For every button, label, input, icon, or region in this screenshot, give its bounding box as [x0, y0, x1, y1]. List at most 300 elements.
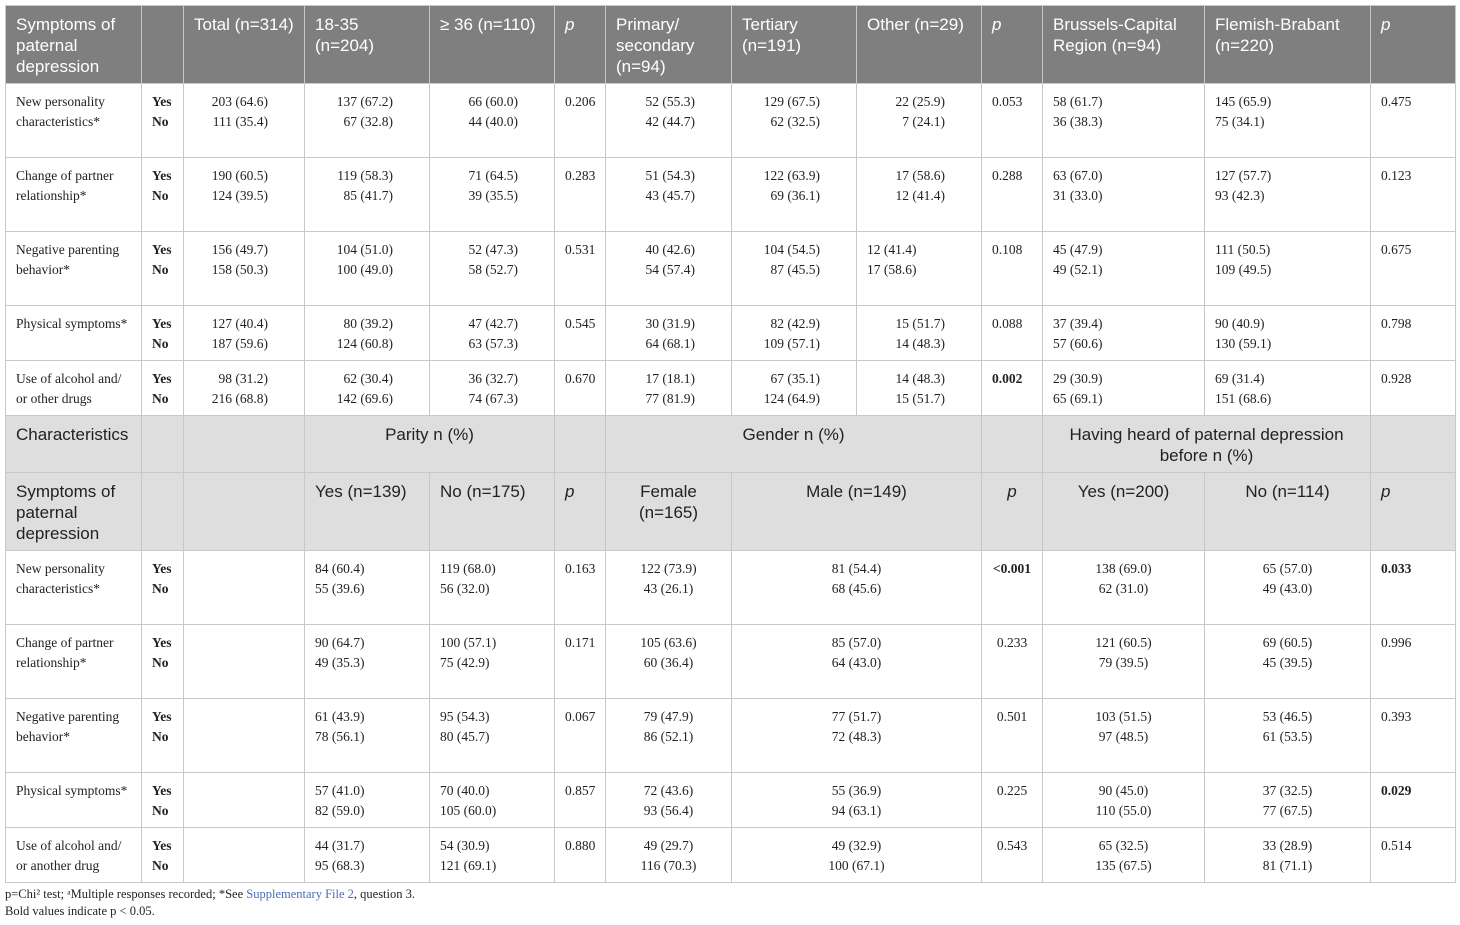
symptom-label: [6, 158, 142, 232]
cell-age-18-35-no: 67 (32.8): [343, 114, 393, 129]
cell-male-yes: 81 (54.4): [831, 561, 882, 576]
table-row: [6, 361, 1456, 416]
cell-p-gender: <0.001: [982, 551, 1043, 625]
cell-total: [184, 306, 305, 361]
section2-header-row: [6, 416, 1456, 473]
cell-age-18-35-no: 142 (69.6): [336, 391, 393, 406]
cell-heard-no-yes: 37 (32.5): [1262, 783, 1313, 798]
heard-group-header: Having heard of paternal depression before n (%): [1043, 416, 1371, 473]
cell-female-no: 86 (52.1): [643, 729, 694, 744]
cell-heard-no-no: 61 (53.5): [1262, 729, 1313, 744]
cell-parity-yes: [305, 773, 430, 828]
cell-heard-no: [1205, 828, 1371, 883]
cell-p-parity: 0.067: [555, 699, 606, 773]
data-table: [5, 5, 1456, 883]
symptom-label: [6, 828, 142, 883]
symptom-label-text: New personality characteristics*: [16, 561, 105, 596]
cell-blank: [184, 828, 305, 883]
cell-heard-yes-no: 79 (39.5): [1098, 655, 1149, 670]
cell-p-age: 0.670: [555, 361, 606, 416]
cell-tertiary-no: 87 (45.5): [770, 262, 820, 277]
symptom-label: [6, 361, 142, 416]
yes-label: Yes: [152, 94, 172, 109]
symptom-label-text: Change of partner relationship*: [16, 635, 114, 670]
yes-no-labels: [142, 828, 184, 883]
yes-no-labels: [142, 361, 184, 416]
cell-brussels-no: 49 (52.1): [1053, 262, 1103, 277]
table-row: [6, 699, 1456, 773]
cell-male-no: 94 (63.1): [831, 803, 882, 818]
cell-total: [184, 232, 305, 306]
cell-male-no: 68 (45.6): [831, 581, 882, 596]
cell-other-no: 7 (24.1): [902, 114, 945, 129]
cell-primary-yes: 52 (55.3): [645, 94, 695, 109]
cell-flemish: [1205, 158, 1371, 232]
cell-age-36-yes: 66 (60.0): [468, 94, 518, 109]
cell-tertiary-yes: 122 (63.9): [763, 168, 820, 183]
cell-flemish-no: 109 (49.5): [1215, 262, 1272, 277]
cell-other-no: 14 (48.3): [895, 336, 945, 351]
cell-flemish-no: 93 (42.3): [1215, 188, 1265, 203]
cell-p-heard: 0.029: [1371, 773, 1456, 828]
cell-heard-no-yes: 65 (57.0): [1262, 561, 1313, 576]
yes-no-labels: [142, 158, 184, 232]
symptom-label: [6, 773, 142, 828]
table-row: [6, 158, 1456, 232]
cell-male: [732, 551, 982, 625]
header-total: Total (n=314): [184, 6, 305, 84]
section2-blank-5: [1371, 416, 1456, 473]
cell-tertiary-yes: 104 (54.5): [763, 242, 820, 257]
cell-p-region: 0.798: [1371, 306, 1456, 361]
cell-p-education: 0.288: [982, 158, 1043, 232]
cell-female: [606, 625, 732, 699]
cell-total-yes: 98 (31.2): [218, 371, 268, 386]
cell-primary-yes: 40 (42.6): [645, 242, 695, 257]
cell-flemish-no: 151 (68.6): [1215, 391, 1272, 406]
symptom-label-text: Change of partner relationship*: [16, 168, 114, 203]
cell-parity-no-no: 75 (42.9): [440, 655, 490, 670]
symptom-label-text: Physical symptoms*: [16, 783, 128, 798]
cell-p-region: 0.675: [1371, 232, 1456, 306]
cell-flemish: [1205, 306, 1371, 361]
cell-tertiary-yes: 67 (35.1): [770, 371, 820, 386]
header-p-region: p: [1371, 6, 1456, 84]
cell-brussels-yes: 58 (61.7): [1053, 94, 1103, 109]
cell-age-18-35: [305, 84, 430, 158]
cell-male-yes: 49 (32.9): [831, 838, 882, 853]
cell-age-36: [430, 232, 555, 306]
cell-parity-yes-yes: 84 (60.4): [315, 561, 365, 576]
cell-primary-no: 64 (68.1): [645, 336, 695, 351]
cell-parity-yes-yes: 57 (41.0): [315, 783, 365, 798]
cell-other-yes: 14 (48.3): [895, 371, 945, 386]
yes-no-labels: [142, 699, 184, 773]
table-row: [6, 232, 1456, 306]
cell-p-region: 0.123: [1371, 158, 1456, 232]
cell-tertiary-no: 62 (32.5): [770, 114, 820, 129]
cell-parity-no-yes: 119 (68.0): [440, 561, 496, 576]
header-age-18-35: 18-35 (n=204): [305, 6, 430, 84]
cell-heard-no-no: 77 (67.5): [1262, 803, 1313, 818]
symptom-label: [6, 625, 142, 699]
cell-parity-no: [430, 699, 555, 773]
cell-p-education: 0.088: [982, 306, 1043, 361]
header-p-gender: p: [982, 473, 1043, 551]
cell-tertiary-no: 124 (64.9): [763, 391, 820, 406]
symptom-label-text: Negative parenting behavior*: [16, 709, 120, 744]
cell-heard-no-no: 49 (43.0): [1262, 581, 1313, 596]
cell-primary: [606, 232, 732, 306]
yes-label: Yes: [152, 635, 172, 650]
cell-other: [857, 232, 982, 306]
cell-total: [184, 361, 305, 416]
cell-parity-yes-yes: 90 (64.7): [315, 635, 365, 650]
cell-female-no: 116 (70.3): [640, 858, 697, 873]
header-parity-no: No (n=175): [430, 473, 555, 551]
yes-label: Yes: [152, 783, 172, 798]
cell-heard-no: [1205, 625, 1371, 699]
table-row: [6, 773, 1456, 828]
cell-heard-yes-yes: 121 (60.5): [1095, 635, 1152, 650]
cell-p-heard: 0.393: [1371, 699, 1456, 773]
cell-tertiary-yes: 82 (42.9): [770, 316, 820, 331]
yes-label: Yes: [152, 371, 172, 386]
characteristics-label: Characteristics: [6, 416, 142, 473]
cell-flemish: [1205, 84, 1371, 158]
header-parity-yes: Yes (n=139): [305, 473, 430, 551]
cell-parity-no-yes: 100 (57.1): [440, 635, 497, 650]
cell-male-no: 100 (67.1): [828, 858, 885, 873]
cell-heard-yes: [1043, 551, 1205, 625]
cell-brussels: [1043, 232, 1205, 306]
cell-parity-no-no: 105 (60.0): [440, 803, 497, 818]
cell-p-heard: 0.996: [1371, 625, 1456, 699]
cell-tertiary: [732, 361, 857, 416]
cell-parity-yes-yes: 44 (31.7): [315, 838, 365, 853]
footnote: [5, 886, 415, 920]
cell-other-no: 17 (58.6): [867, 262, 917, 277]
header-female: Female (n=165): [606, 473, 732, 551]
cell-parity-no: [430, 773, 555, 828]
header-symptoms: Symptoms of paternal depression: [6, 6, 142, 84]
cell-primary-no: 42 (44.7): [645, 114, 695, 129]
cell-brussels-no: 57 (60.6): [1053, 336, 1103, 351]
cell-p-age: 0.283: [555, 158, 606, 232]
cell-brussels-no: 31 (33.0): [1053, 188, 1103, 203]
cell-heard-no: [1205, 551, 1371, 625]
cell-age-36-no: 63 (57.3): [468, 336, 518, 351]
supplementary-file-link[interactable]: Supplementary File 2: [246, 887, 354, 901]
table-row: [6, 551, 1456, 625]
cell-brussels-yes: 45 (47.9): [1053, 242, 1103, 257]
cell-flemish: [1205, 232, 1371, 306]
cell-p-heard: 0.033: [1371, 551, 1456, 625]
cell-age-36-no: 58 (52.7): [468, 262, 518, 277]
cell-female-yes: 105 (63.6): [640, 635, 697, 650]
cell-total-no: 187 (59.6): [211, 336, 268, 351]
cell-heard-yes-yes: 103 (51.5): [1095, 709, 1152, 724]
symptom-label-text: Use of alcohol and/ or other drugs: [16, 371, 122, 406]
cell-age-18-35-yes: 119 (58.3): [337, 168, 393, 183]
cell-other-no: 12 (41.4): [895, 188, 945, 203]
cell-female-no: 43 (26.1): [643, 581, 694, 596]
cell-primary-yes: 51 (54.3): [645, 168, 695, 183]
yes-label: Yes: [152, 561, 172, 576]
yes-no-labels: [142, 551, 184, 625]
cell-parity-yes-no: 78 (56.1): [315, 729, 365, 744]
yes-no-labels: [142, 773, 184, 828]
cell-heard-yes: [1043, 773, 1205, 828]
cell-flemish-yes: 90 (40.9): [1215, 316, 1265, 331]
cell-male-yes: 85 (57.0): [831, 635, 882, 650]
cell-total-yes: 190 (60.5): [211, 168, 268, 183]
section2-blank-1: [142, 416, 184, 473]
cell-age-36-no: 74 (67.3): [468, 391, 518, 406]
cell-heard-yes: [1043, 625, 1205, 699]
cell-parity-no-no: 121 (69.1): [440, 858, 497, 873]
cell-flemish-yes: 145 (65.9): [1215, 94, 1272, 109]
cell-primary: [606, 306, 732, 361]
cell-p-gender: 0.501: [982, 699, 1043, 773]
cell-age-18-35: [305, 306, 430, 361]
symptom-label-text: New personality characteristics*: [16, 94, 105, 129]
cell-brussels: [1043, 84, 1205, 158]
cell-primary-no: 77 (81.9): [645, 391, 695, 406]
cell-age-36-yes: 52 (47.3): [468, 242, 518, 257]
cell-female-no: 93 (56.4): [643, 803, 694, 818]
yes-no-labels: [142, 84, 184, 158]
yes-label: Yes: [152, 242, 172, 257]
cell-heard-no-no: 45 (39.5): [1262, 655, 1313, 670]
cell-parity-yes-no: 82 (59.0): [315, 803, 365, 818]
no-label: No: [152, 858, 169, 873]
yes-no-labels: [142, 306, 184, 361]
cell-male: [732, 699, 982, 773]
bottom-header-blank-1: [142, 473, 184, 551]
parity-group-header: Parity n (%): [305, 416, 555, 473]
cell-total-yes: 127 (40.4): [211, 316, 268, 331]
cell-age-36: [430, 158, 555, 232]
cell-brussels-no: 65 (69.1): [1053, 391, 1103, 406]
header-blank: [142, 6, 184, 84]
cell-p-region: 0.928: [1371, 361, 1456, 416]
cell-blank: [184, 773, 305, 828]
cell-male-yes: 77 (51.7): [831, 709, 882, 724]
cell-flemish-no: 75 (34.1): [1215, 114, 1265, 129]
cell-total-no: 124 (39.5): [211, 188, 268, 203]
cell-tertiary: [732, 232, 857, 306]
footnote-text-b: , question 3.: [353, 887, 415, 901]
cell-brussels: [1043, 158, 1205, 232]
table-row: [6, 306, 1456, 361]
cell-other: [857, 306, 982, 361]
cell-p-gender: 0.543: [982, 828, 1043, 883]
cell-parity-yes: [305, 625, 430, 699]
header-other: Other (n=29): [857, 6, 982, 84]
cell-parity-yes: [305, 828, 430, 883]
cell-flemish-no: 130 (59.1): [1215, 336, 1272, 351]
cell-flemish: [1205, 361, 1371, 416]
yes-label: Yes: [152, 709, 172, 724]
cell-p-education: 0.053: [982, 84, 1043, 158]
top-header-row: [6, 6, 1456, 84]
yes-label: Yes: [152, 168, 172, 183]
cell-other-yes: 12 (41.4): [867, 242, 917, 257]
cell-parity-no-yes: 54 (30.9): [440, 838, 490, 853]
cell-tertiary: [732, 158, 857, 232]
cell-parity-yes: [305, 551, 430, 625]
cell-blank: [184, 551, 305, 625]
cell-p-parity: 0.880: [555, 828, 606, 883]
cell-other: [857, 158, 982, 232]
cell-parity-yes-no: 49 (35.3): [315, 655, 365, 670]
cell-blank: [184, 625, 305, 699]
no-label: No: [152, 655, 169, 670]
cell-heard-yes-no: 62 (31.0): [1098, 581, 1149, 596]
no-label: No: [152, 581, 169, 596]
cell-brussels-yes: 37 (39.4): [1053, 316, 1103, 331]
cell-primary-no: 43 (45.7): [645, 188, 695, 203]
symptom-label: [6, 551, 142, 625]
cell-age-36: [430, 84, 555, 158]
cell-age-18-35-no: 100 (49.0): [336, 262, 393, 277]
no-label: No: [152, 188, 169, 203]
cell-brussels-yes: 29 (30.9): [1053, 371, 1103, 386]
header-age-36: ≥ 36 (n=110): [430, 6, 555, 84]
cell-heard-no-no: 81 (71.1): [1262, 858, 1313, 873]
cell-age-18-35: [305, 158, 430, 232]
cell-age-36: [430, 306, 555, 361]
cell-total-yes: 156 (49.7): [211, 242, 268, 257]
header-male: Male (n=149): [732, 473, 982, 551]
bottom-header-row: [6, 473, 1456, 551]
header-p-heard: p: [1371, 473, 1456, 551]
header-primary-secondary: Primary/ secondary (n=94): [606, 6, 732, 84]
yes-label: Yes: [152, 838, 172, 853]
cell-heard-yes-no: 97 (48.5): [1098, 729, 1149, 744]
cell-heard-no-yes: 69 (60.5): [1262, 635, 1313, 650]
cell-female: [606, 773, 732, 828]
cell-flemish-yes: 69 (31.4): [1215, 371, 1265, 386]
symptom-label: [6, 306, 142, 361]
cell-age-36-yes: 36 (32.7): [468, 371, 518, 386]
cell-parity-yes-no: 95 (68.3): [315, 858, 365, 873]
section2-blank-4: [982, 416, 1043, 473]
cell-other: [857, 84, 982, 158]
cell-tertiary-no: 69 (36.1): [770, 188, 820, 203]
cell-age-36-yes: 71 (64.5): [468, 168, 518, 183]
header-p-age: p: [555, 6, 606, 84]
cell-female-yes: 49 (29.7): [643, 838, 694, 853]
cell-female: [606, 699, 732, 773]
cell-total-no: 111 (35.4): [212, 114, 268, 129]
cell-parity-no: [430, 625, 555, 699]
no-label: No: [152, 114, 169, 129]
table-row: [6, 84, 1456, 158]
cell-tertiary-yes: 129 (67.5): [763, 94, 820, 109]
cell-heard-no-yes: 33 (28.9): [1262, 838, 1313, 853]
cell-female-yes: 122 (73.9): [640, 561, 697, 576]
cell-parity-yes: [305, 699, 430, 773]
cell-heard-yes: [1043, 828, 1205, 883]
header-tertiary: Tertiary (n=191): [732, 6, 857, 84]
yes-label: Yes: [152, 316, 172, 331]
footnote-line-2: Bold values indicate p < 0.05.: [5, 904, 155, 918]
cell-heard-no: [1205, 699, 1371, 773]
symptom-label: [6, 699, 142, 773]
table-row: [6, 828, 1456, 883]
cell-p-heard: 0.514: [1371, 828, 1456, 883]
cell-flemish-yes: 111 (50.5): [1215, 242, 1271, 257]
cell-primary: [606, 158, 732, 232]
no-label: No: [152, 803, 169, 818]
cell-tertiary: [732, 84, 857, 158]
cell-p-age: 0.531: [555, 232, 606, 306]
cell-heard-no: [1205, 773, 1371, 828]
cell-other: [857, 361, 982, 416]
cell-parity-no: [430, 828, 555, 883]
cell-p-parity: 0.857: [555, 773, 606, 828]
header-flemish: Flemish-Brabant (n=220): [1205, 6, 1371, 84]
cell-total: [184, 84, 305, 158]
cell-tertiary-no: 109 (57.1): [763, 336, 820, 351]
cell-p-parity: 0.171: [555, 625, 606, 699]
table-row: [6, 625, 1456, 699]
cell-male: [732, 625, 982, 699]
cell-male: [732, 828, 982, 883]
yes-no-labels: [142, 232, 184, 306]
footnote-line-1: [5, 886, 415, 903]
cell-heard-yes: [1043, 699, 1205, 773]
cell-primary-no: 54 (57.4): [645, 262, 695, 277]
cell-other-yes: 22 (25.9): [895, 94, 945, 109]
cell-blank: [184, 699, 305, 773]
yes-no-labels: [142, 625, 184, 699]
no-label: No: [152, 262, 169, 277]
cell-heard-yes-yes: 138 (69.0): [1095, 561, 1152, 576]
cell-heard-yes-no: 110 (55.0): [1095, 803, 1152, 818]
cell-age-36-no: 39 (35.5): [468, 188, 518, 203]
cell-p-gender: 0.233: [982, 625, 1043, 699]
section2-blank-3: [555, 416, 606, 473]
cell-total-no: 216 (68.8): [211, 391, 268, 406]
cell-age-18-35-no: 124 (60.8): [336, 336, 393, 351]
cell-heard-yes-yes: 90 (45.0): [1098, 783, 1149, 798]
cell-brussels: [1043, 306, 1205, 361]
cell-male-no: 64 (43.0): [831, 655, 882, 670]
footnote-text-a: p=Chi² test; ᵃMultiple responses recorded; *See: [5, 887, 247, 901]
cell-age-18-35: [305, 361, 430, 416]
cell-age-18-35: [305, 232, 430, 306]
header-p-parity: p: [555, 473, 606, 551]
no-label: No: [152, 729, 169, 744]
symptom-label: [6, 84, 142, 158]
cell-female-yes: 72 (43.6): [643, 783, 694, 798]
cell-p-education: 0.108: [982, 232, 1043, 306]
no-label: No: [152, 336, 169, 351]
header-heard-no: No (n=114): [1205, 473, 1371, 551]
cell-male: [732, 773, 982, 828]
cell-p-age: 0.545: [555, 306, 606, 361]
cell-female-yes: 79 (47.9): [643, 709, 694, 724]
symptom-label: [6, 232, 142, 306]
cell-flemish-yes: 127 (57.7): [1215, 168, 1272, 183]
cell-age-36-no: 44 (40.0): [468, 114, 518, 129]
header-p-education: p: [982, 6, 1043, 84]
cell-p-age: 0.206: [555, 84, 606, 158]
cell-female: [606, 828, 732, 883]
